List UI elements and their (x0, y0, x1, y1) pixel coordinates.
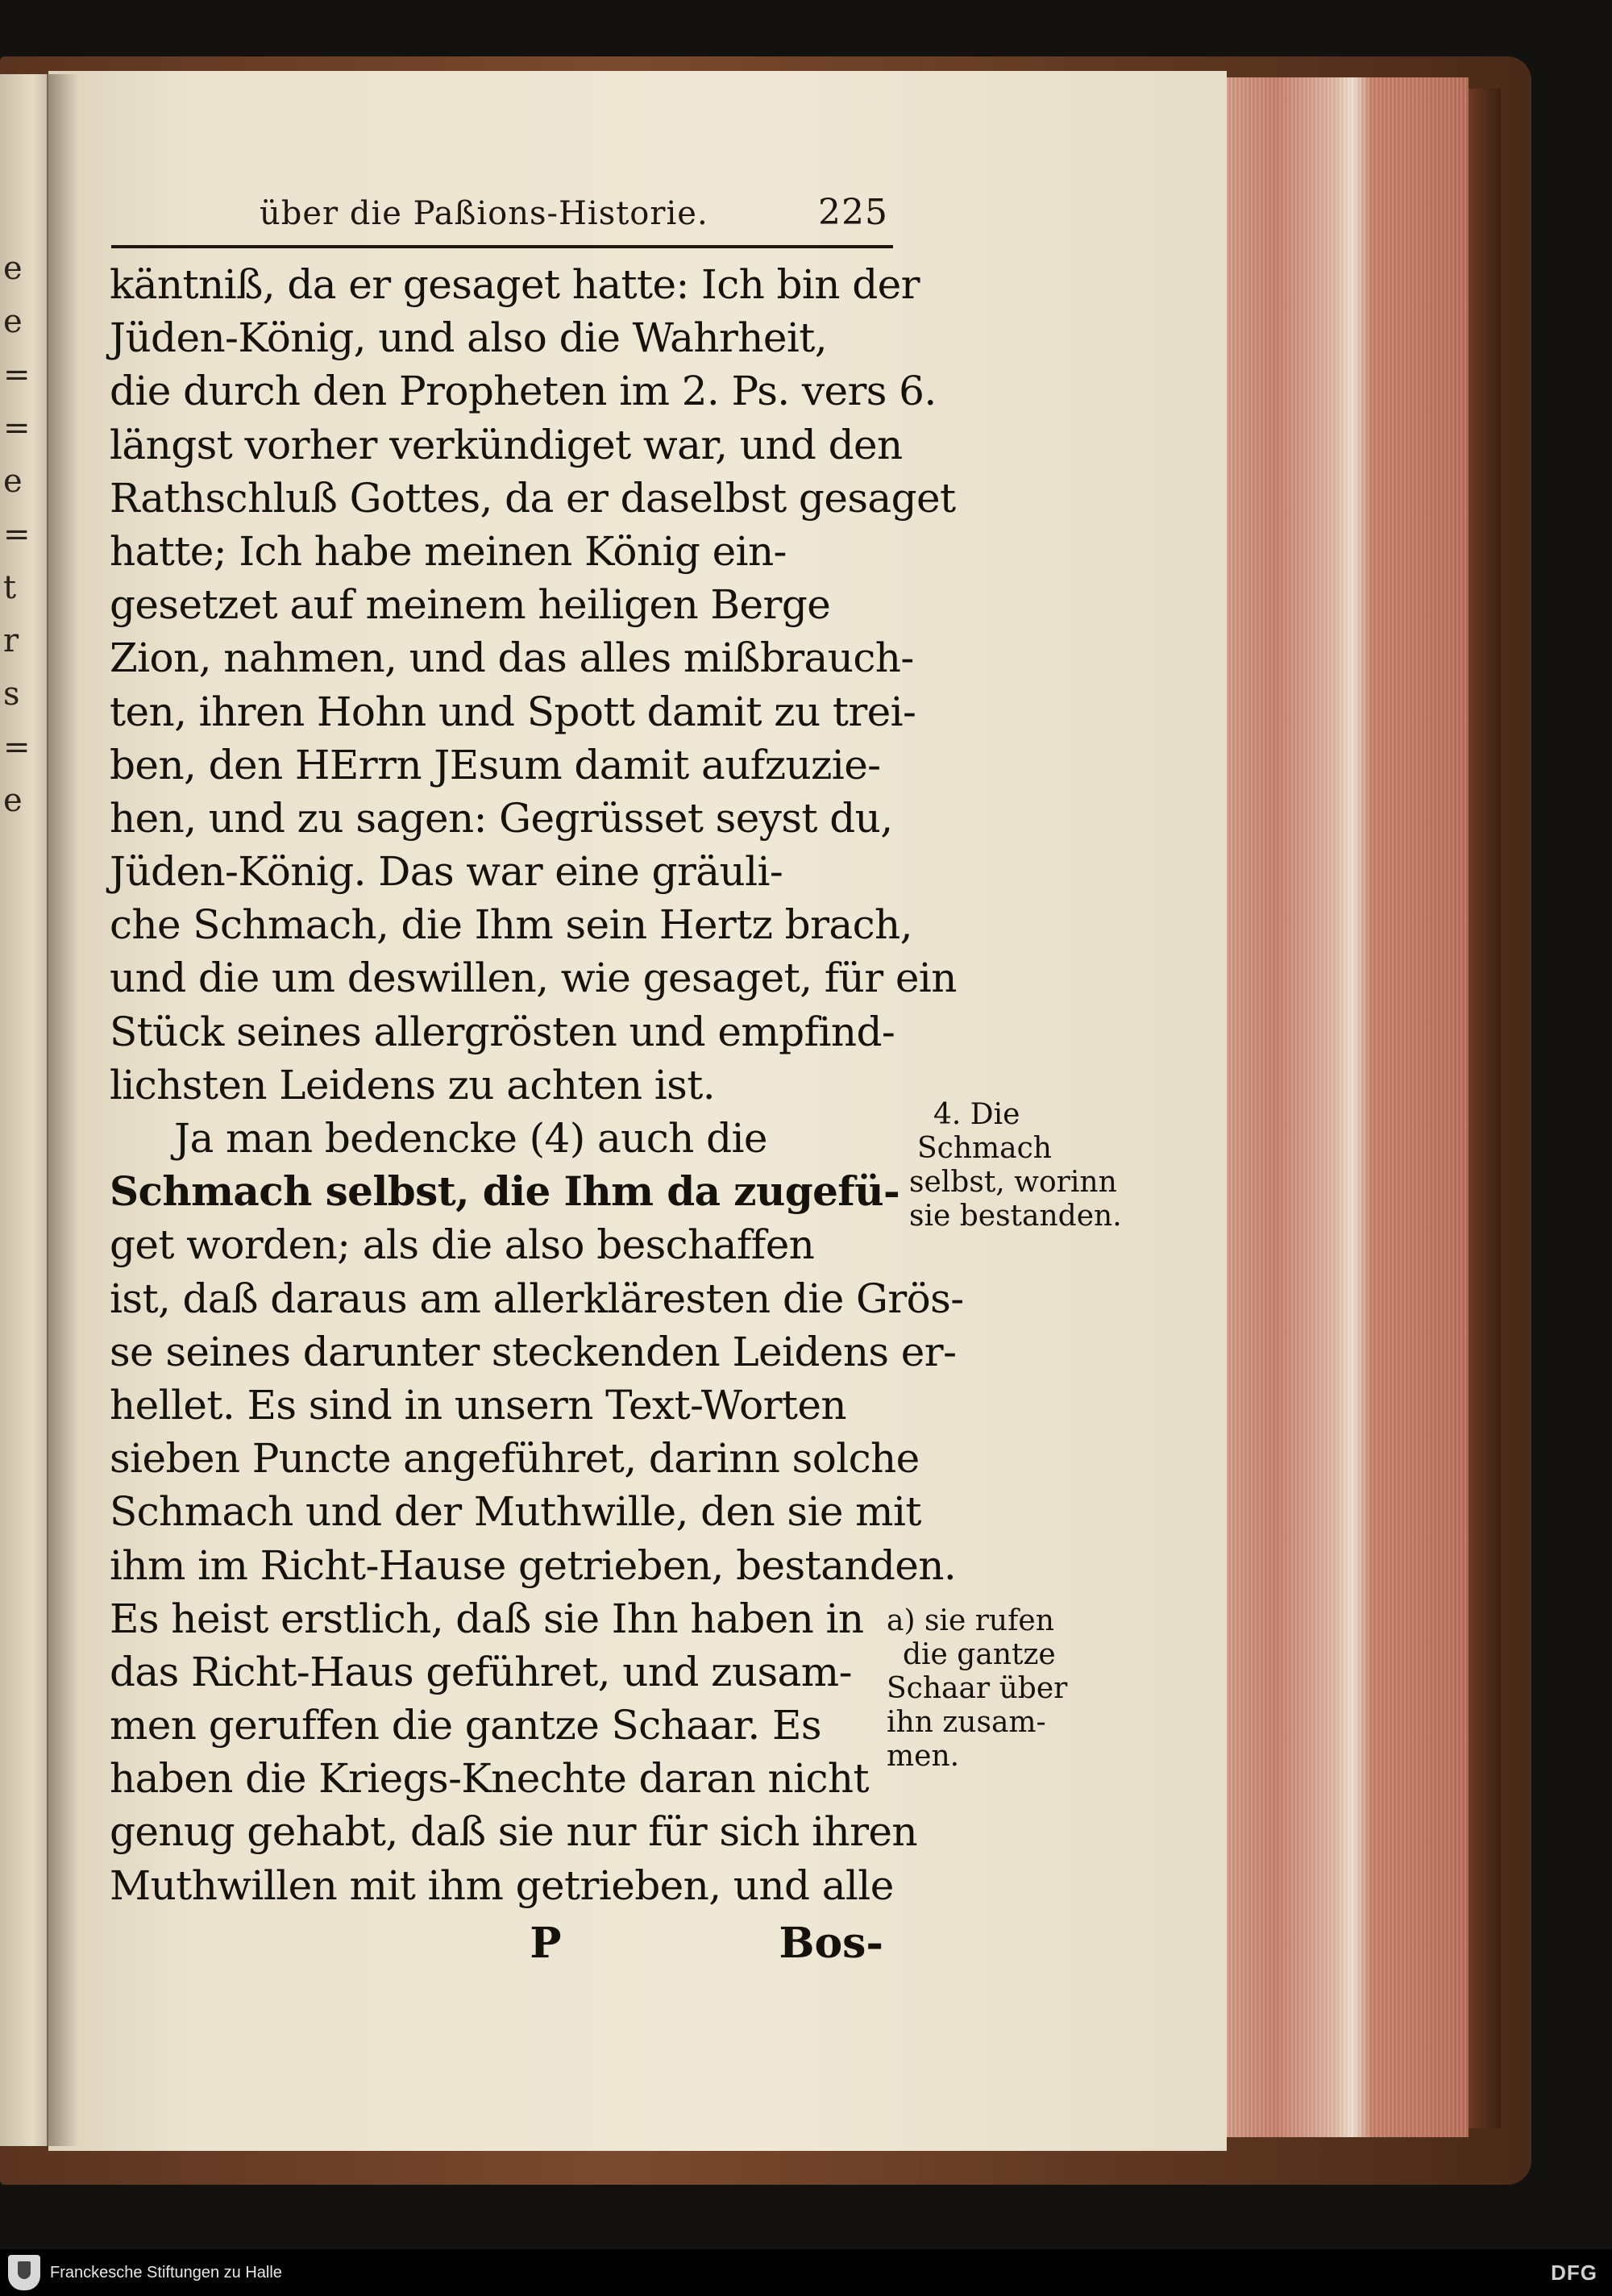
left-glyph: e (3, 250, 23, 287)
text-line: Jüden-König, und also die Wahrheit, (110, 314, 828, 362)
side-note-line: Schaar über (887, 1672, 1068, 1705)
text-line: ten, ihren Hohn und Spott damit zu trei- (110, 688, 916, 735)
text-line: käntniß, da er gesaget hatte: Ich bin der (110, 261, 920, 308)
signature-mark: P (530, 1919, 562, 1968)
fore-edge-shadow (1469, 89, 1501, 2128)
fore-edge (1227, 77, 1469, 2137)
side-note-schaar (887, 1604, 1067, 1774)
left-glyph: = (3, 410, 31, 447)
text-line: ihm im Richt-Hause getrieben, bestanden. (110, 1541, 957, 1589)
dfg-logo: DFG (1551, 2260, 1597, 2285)
footer-institution (0, 2255, 282, 2290)
text-line: ist, daß daraus am allerkläresten die Grös- (110, 1275, 964, 1322)
crest-icon (8, 2255, 40, 2290)
side-note-line: ihn zusam- (887, 1706, 1046, 1739)
left-glyph: t (3, 569, 17, 606)
text-line: Jüden-König. Das war eine gräuli- (110, 848, 783, 896)
paragraph-start-line: Ja man bedencke (4) auch die (174, 1115, 767, 1162)
body-text (110, 258, 964, 1912)
left-page-glyphs (3, 242, 35, 827)
text-line: Zion, nahmen, und das alles mißbrauch- (110, 634, 914, 682)
catchword-row (110, 1919, 883, 1968)
text-line: che Schmach, die Ihm sein Hertz brach, (110, 901, 912, 949)
side-note-line: sie bestanden. (909, 1200, 1122, 1233)
text-line: Schmach und der Muthwille, den sie mit (110, 1488, 921, 1536)
text-line: haben die Kriegs-Knechte daran nicht (110, 1755, 870, 1803)
side-note-line: men. (887, 1740, 960, 1773)
side-note-line: die gantze (903, 1638, 1056, 1671)
text-line: sieben Puncte angeführet, darinn solche (110, 1435, 920, 1483)
page-number: 225 (818, 192, 888, 233)
left-glyph: = (3, 356, 31, 393)
side-note-line: Schmach (917, 1132, 1052, 1165)
left-glyph: e (3, 303, 23, 340)
left-glyph: r (3, 622, 19, 659)
viewer-footer (0, 2249, 1612, 2296)
left-glyph: e (3, 782, 23, 819)
left-glyph: e (3, 463, 23, 500)
text-line: men geruffen die gantze Schaar. Es (110, 1702, 821, 1749)
header-rule (111, 245, 893, 248)
text-line: die durch den Propheten im 2. Ps. vers 6. (110, 368, 937, 415)
text-line: Es heist erstlich, daß sie Ihn haben in (110, 1595, 864, 1642)
running-title: über die Paßions-Historie. (260, 195, 708, 232)
text-line: gesetzet auf meinem heiligen Berge (110, 581, 831, 629)
text-line: get worden; als die also beschaffen (110, 1221, 815, 1269)
text-line: das Richt-Haus geführet, und zusam- (110, 1648, 852, 1695)
running-head (260, 192, 888, 233)
text-line: hatte; Ich habe meinen König ein- (110, 527, 787, 575)
side-note-schmach (909, 1098, 1122, 1233)
left-glyph: = (3, 516, 31, 553)
catchword: Bos- (779, 1919, 883, 1968)
text-line: genug gehabt, daß sie nur für sich ihren (110, 1808, 917, 1856)
text-line: ben, den HErrn JEsum damit aufzuzie- (110, 741, 881, 788)
text-line: und die um deswillen, wie gesaget, für ein (110, 955, 957, 1002)
text-line: lichsten Leidens zu achten ist. (110, 1061, 716, 1108)
text-line: Rathschluß Gottes, da er daselbst gesaget (110, 474, 956, 522)
side-note-line: a) sie rufen (887, 1604, 1054, 1637)
left-glyph: = (3, 729, 31, 766)
side-note-line: selbst, worinn (909, 1166, 1117, 1199)
left-glyph: s (3, 676, 20, 713)
text-line: se seines darunter steckenden Leidens er- (110, 1328, 957, 1375)
text-line: hellet. Es sind in unsern Text-Worten (110, 1381, 846, 1429)
text-line: Muthwillen mit ihm getrieben, und alle (110, 1861, 894, 1909)
text-line: Schmach selbst, die Ihm da zugefü- (110, 1167, 900, 1216)
gutter-shadow (47, 74, 79, 2146)
text-line: längst vorher verkündiget war, und den (110, 421, 903, 468)
institution-name: Franckesche Stiftungen zu Halle (50, 2263, 282, 2281)
text-line: hen, und zu sagen: Gegrüsset seyst du, (110, 794, 893, 842)
text-line: Stück seines allergrösten und empfind- (110, 1008, 895, 1055)
side-note-line: 4. Die (933, 1098, 1020, 1131)
